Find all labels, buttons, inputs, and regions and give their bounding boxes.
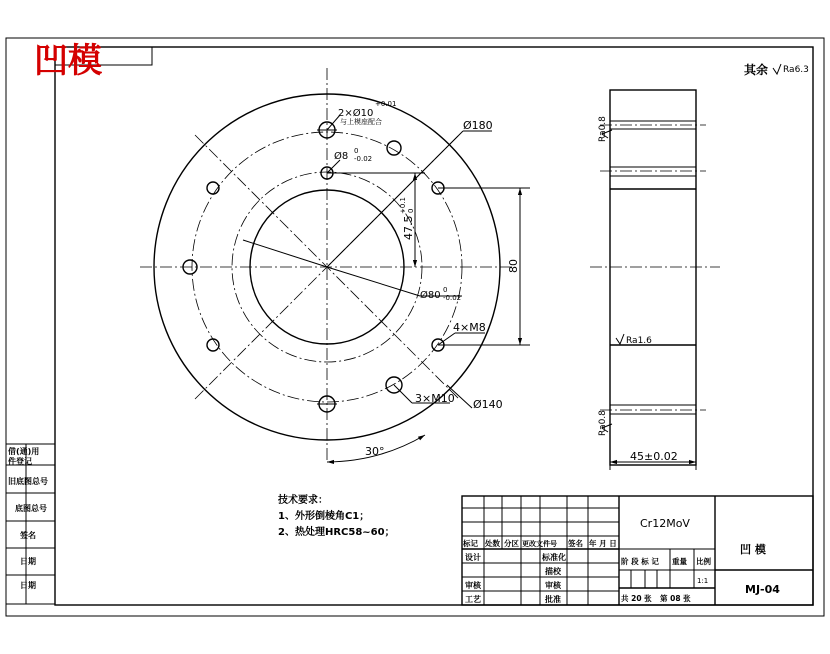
svg-text:日期: 日期 [20,581,36,590]
svg-text:签名: 签名 [20,531,36,540]
svg-text:Ra1.6: Ra1.6 [626,336,652,346]
svg-text:-0.02: -0.02 [443,294,462,302]
title-block [462,496,813,605]
svg-text:3×M10: 3×M10 [415,392,455,405]
svg-text:年 月 日: 年 月 日 [589,539,617,548]
svg-text:0: 0 [354,147,359,155]
section-view [590,90,720,470]
svg-text:Ø8: Ø8 [334,151,349,162]
front-view [140,68,530,462]
svg-text:-0.02: -0.02 [354,155,373,163]
svg-text:底图总号: 底图总号 [15,504,47,513]
svg-text:更改文件号: 更改文件号 [522,540,557,548]
svg-text:技术要求：: 技术要求： [278,495,328,506]
svg-text:签名: 签名 [568,539,583,548]
svg-text:凹 模: 凹 模 [740,543,766,556]
svg-text:Ra0.8: Ra0.8 [598,410,608,436]
left-registration-strip [6,444,55,604]
svg-text:80: 80 [507,259,520,273]
svg-text:比例: 比例 [696,557,711,566]
svg-text:第 08 张: 第 08 张 [660,594,691,603]
svg-text:审核: 审核 [545,581,561,590]
svg-text:4×M8: 4×M8 [453,321,486,334]
svg-text:0: 0 [443,286,448,294]
svg-text:Ø140: Ø140 [473,398,503,411]
svg-text:与上模座配合: 与上模座配合 [340,118,382,126]
svg-text:1:1: 1:1 [697,577,709,585]
svg-text:Cr12MoV: Cr12MoV [640,517,690,530]
svg-text:审核: 审核 [465,581,481,590]
svg-text:阶 段 标 记: 阶 段 标 记 [621,557,659,566]
svg-text:工艺: 工艺 [465,595,481,604]
svg-text:共 20 张: 共 20 张 [621,594,652,603]
svg-text:2×Ø10: 2×Ø10 [338,108,374,119]
svg-text:30°: 30° [365,445,385,458]
svg-text:描校: 描校 [545,567,561,576]
svg-text:标准化: 标准化 [542,553,566,562]
svg-text:分区: 分区 [504,539,519,548]
svg-text:批准: 批准 [545,595,561,604]
svg-text:Ø80: Ø80 [420,290,441,301]
svg-text:0: 0 [407,208,415,213]
svg-text:处数: 处数 [485,539,500,548]
svg-text:其余: 其余 [744,63,769,77]
svg-text:Ra6.3: Ra6.3 [783,65,809,75]
svg-text:47.5: 47.5 [402,215,415,240]
svg-text:标记: 标记 [463,539,478,548]
technical-requirements [277,493,395,538]
svg-text:MJ-04: MJ-04 [745,583,780,596]
stamp-text: 凹模 [34,41,102,81]
svg-text:+0.01: +0.01 [375,100,397,108]
svg-text:件登记: 件登记 [8,457,32,466]
svg-text:Ra0.8: Ra0.8 [598,116,608,142]
svg-text:旧底图总号: 旧底图总号 [8,477,48,486]
svg-text:日期: 日期 [20,557,36,566]
svg-text:借(通)用: 借(通)用 [8,447,40,456]
svg-text:2、热处理HRC58~60；: 2、热处理HRC58~60； [278,527,395,538]
svg-text:Ø180: Ø180 [463,119,493,132]
svg-text:1、外形倒棱角C1；: 1、外形倒棱角C1； [278,511,370,522]
svg-text:重量: 重量 [672,557,687,566]
svg-text:设计: 设计 [465,553,481,562]
roughness-other [744,62,809,77]
svg-text:45±0.02: 45±0.02 [630,450,678,463]
svg-text:+0.1: +0.1 [399,197,407,214]
